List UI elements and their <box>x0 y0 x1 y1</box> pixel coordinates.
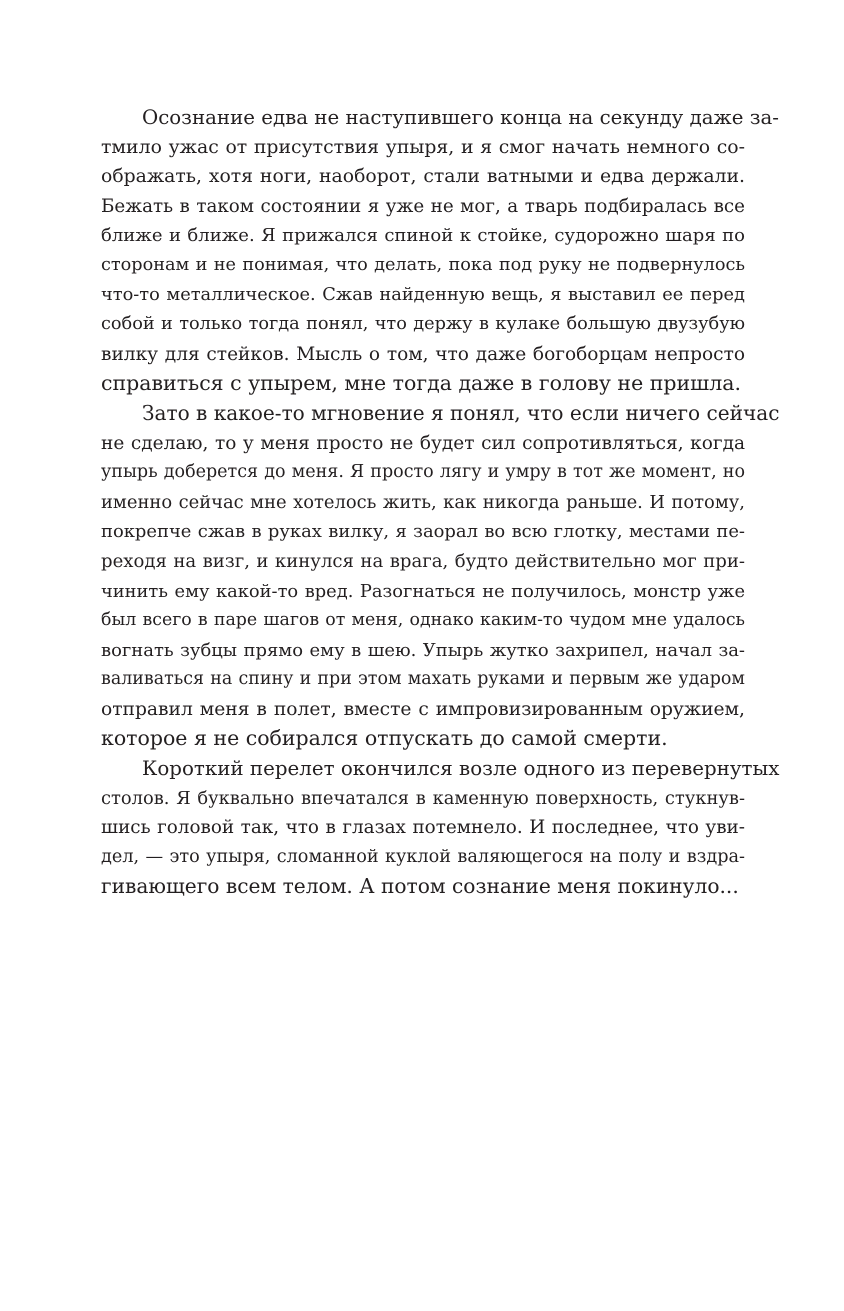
text-line: покрепче сжав в руках вилку, я заорал во всю глотку, местами пе- <box>101 521 745 543</box>
text-line: которое я не собирался отпускать до самой смерти. <box>101 726 668 751</box>
paragraph-3 <box>101 754 780 902</box>
paragraph-1 <box>101 103 779 399</box>
text-line: Бежать в таком состоянии я уже не мог, а тварь подбиралась все <box>101 195 745 217</box>
text-line: реходя на визг, и кинулся на врага, будто действительно мог при- <box>101 550 745 572</box>
text-line: сторонам и не понимая, что делать, пока под руку не подвернулось <box>101 254 745 275</box>
text-line: Осознание едва не наступившего конца на секунду даже за- <box>142 106 779 129</box>
text-line: упырь доберется до меня. Я просто лягу и умру в тот же момент, но <box>101 462 745 483</box>
text-line: именно сейчас мне хотелось жить, как никогда раньше. И потому, <box>101 491 745 513</box>
body-text <box>101 103 780 902</box>
text-line: тмило ужас от присутствия упыря, и я смог начать немного со- <box>101 136 745 158</box>
text-line: собой и только тогда понял, что держу в кулаке большую двузубую <box>101 314 745 335</box>
text-line: столов. Я буквально впечатался в каменную поверхность, стукнув- <box>101 787 745 809</box>
text-line: Зато в какое-то мгновение я понял, что если ничего сейчас <box>142 400 780 425</box>
text-line: Короткий перелет окончился возле одного из перевернутых <box>142 757 780 781</box>
text-line: вогнать зубцы прямо ему в шею. Упырь жутко захрипел, начал за- <box>101 639 745 661</box>
text-line: вилку для стейков. Мысль о том, что даже богоборцам непросто <box>101 343 745 365</box>
text-line: был всего в паре шагов от меня, однако каким-то чудом мне удалось <box>101 610 745 631</box>
text-line: гивающего всем телом. А потом сознание меня покинуло... <box>101 874 739 899</box>
text-line: чинить ему какой-то вред. Разогнаться не получилось, монстр уже <box>101 580 745 602</box>
text-line: не сделаю, то у меня просто не будет сил сопротивляться, когда <box>101 432 745 454</box>
text-line: ображать, хотя ноги, наоборот, стали ватными и едва держали. <box>101 166 745 188</box>
text-line: шись головой так, что в глазах потемнело. И последнее, что уви- <box>101 817 745 839</box>
text-line: дел, — это упыря, сломанной куклой валяющегося на полу и вздра- <box>101 846 745 867</box>
text-line: отправил меня в полет, вместе с импровизированным оружием, <box>101 698 745 720</box>
text-line: валиваться на спину и при этом махать руками и первым же ударом <box>101 669 745 690</box>
text-line: что-то металлическое. Сжав найденную вещь, я выставил ее перед <box>101 284 745 305</box>
text-line: справиться с упырем, мне тогда даже в голову не пришла. <box>101 371 741 396</box>
paragraph-2 <box>101 399 780 754</box>
text-line: ближе и ближе. Я прижался спиной к стойке, судорожно шаря по <box>101 225 745 247</box>
